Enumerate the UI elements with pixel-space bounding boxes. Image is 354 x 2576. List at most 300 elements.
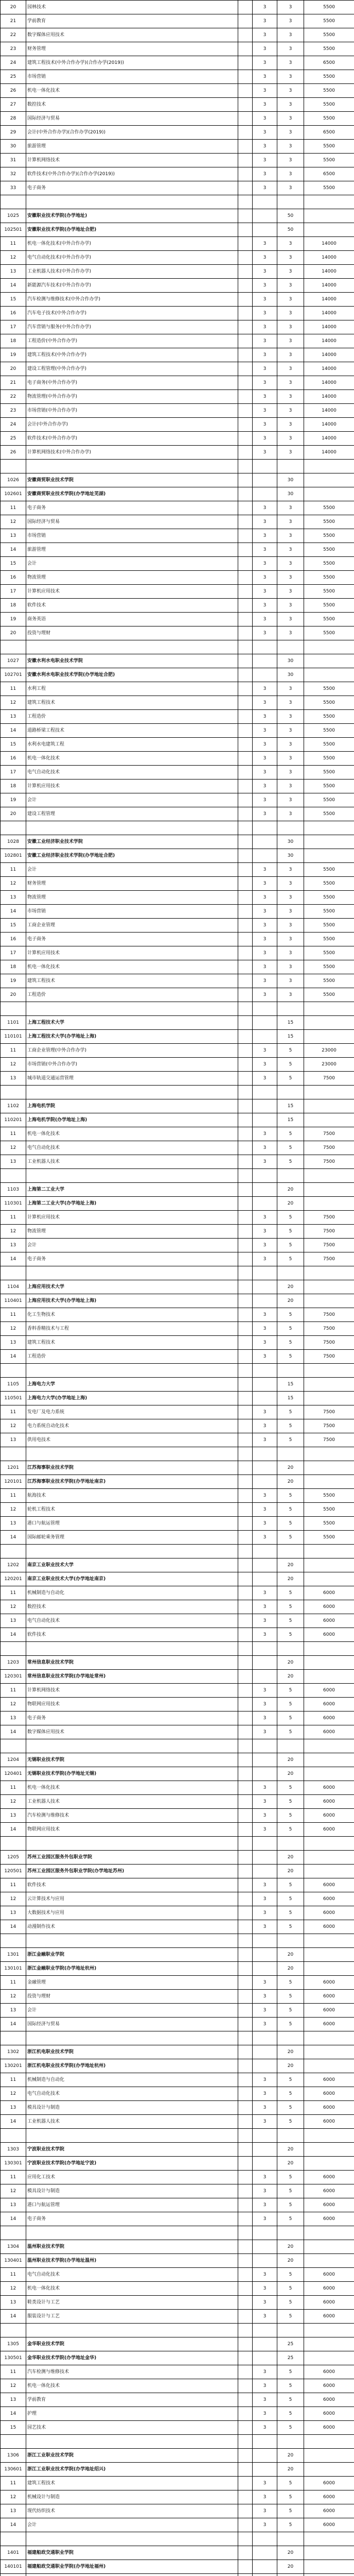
school-heading-row — [1, 1475, 354, 1489]
cell-plan: 20 — [277, 1280, 304, 1294]
table-row — [1, 1990, 354, 2004]
cell-plan: 3 — [277, 779, 304, 793]
cell-plan — [277, 2129, 304, 2143]
table-row — [1, 1642, 354, 1656]
cell-plan: 3 — [277, 626, 304, 640]
cell-years: 3 — [253, 1684, 277, 1698]
cell-plan: 3 — [277, 376, 304, 390]
cell-plan — [277, 1447, 304, 1461]
cell-code — [1, 2532, 26, 2546]
cell-major-name: 机械制造与自动化 — [26, 1586, 238, 1600]
cell-fee: 6000 — [304, 1781, 354, 1795]
cell-major-name: 建筑工程技术(中外合作办学) — [26, 348, 238, 362]
cell-plan: 5 — [277, 1698, 304, 1711]
cell-major-name: 电子商务 — [26, 181, 238, 195]
cell-kind — [238, 98, 253, 112]
cell-kind — [238, 1350, 253, 1364]
table-row — [1, 1892, 354, 1906]
table-row — [1, 946, 354, 960]
cell-fee — [304, 1837, 354, 1851]
cell-code: 120401 — [1, 1767, 26, 1781]
cell-plan: 20 — [277, 1670, 304, 1684]
cell-years: 3 — [253, 56, 277, 70]
cell-fee: 7500 — [304, 1225, 354, 1239]
cell-fee: 5500 — [304, 988, 354, 1002]
cell-major-name: 财务管理 — [26, 42, 238, 56]
cell-major-name: 会计 — [26, 1239, 238, 1252]
cell-years: 3 — [253, 2115, 277, 2129]
cell-kind — [238, 1016, 253, 1030]
cell-code: 13 — [1, 1614, 26, 1628]
cell-code: 1101 — [1, 1016, 26, 1030]
cell-plan — [277, 1169, 304, 1183]
table-row — [1, 1976, 354, 1990]
cell-major-name: 宁波职业技术学院 — [26, 2143, 238, 2157]
cell-code: 12 — [1, 2490, 26, 2504]
cell-plan: 3 — [277, 70, 304, 84]
table-row — [1, 2268, 354, 2282]
cell-kind — [238, 1155, 253, 1169]
cell-fee: 7500 — [304, 1419, 354, 1433]
cell-kind — [238, 1795, 253, 1809]
cell-code: 14 — [1, 279, 26, 293]
cell-code: 14 — [1, 1252, 26, 1266]
cell-major-name: 软件技术(中外合作办学)(合作办学(2019)) — [26, 167, 238, 181]
cell-plan: 30 — [277, 849, 304, 863]
cell-major-name: 安徽商贸职业技术学院(办学地址芜湖) — [26, 487, 238, 501]
cell-major-name: 数控技术 — [26, 1600, 238, 1614]
table-row — [1, 2518, 354, 2532]
table-row — [1, 891, 354, 905]
cell-major-name: 上海电力大学(办学地址上海) — [26, 1392, 238, 1405]
cell-code: 12 — [1, 696, 26, 710]
cell-kind — [238, 696, 253, 710]
cell-major-name — [26, 1002, 238, 1016]
cell-major-name: 建筑工程技术 — [26, 974, 238, 988]
cell-code — [1, 460, 26, 473]
school-heading-row — [1, 1197, 354, 1211]
cell-plan: 5 — [277, 2296, 304, 2310]
cell-code: 18 — [1, 779, 26, 793]
cell-major-name: 物联网应用技术 — [26, 1823, 238, 1837]
cell-code: 1203 — [1, 1656, 26, 1670]
cell-fee: 6000 — [304, 2073, 354, 2087]
cell-major-name: 学前教育 — [26, 14, 238, 28]
cell-major-name: 建设工程管理(中外合作办学) — [26, 362, 238, 376]
cell-code: 13 — [1, 1517, 26, 1531]
cell-major-name: 现代纺织技术 — [26, 2504, 238, 2518]
cell-plan: 5 — [277, 1711, 304, 1725]
cell-plan: 5 — [277, 1906, 304, 1920]
cell-plan: 3 — [277, 974, 304, 988]
cell-plan: 20 — [277, 1183, 304, 1197]
cell-kind — [238, 1086, 253, 1099]
table-row — [1, 529, 354, 543]
cell-fee — [304, 1670, 354, 1684]
table-row — [1, 1517, 354, 1531]
school-heading-row — [1, 1558, 354, 1572]
cell-plan: 5 — [277, 2365, 304, 2379]
cell-years: 3 — [253, 793, 277, 807]
cell-years: 3 — [253, 1711, 277, 1725]
cell-years — [253, 1461, 277, 1475]
cell-fee: 7500 — [304, 1350, 354, 1364]
cell-fee — [304, 1002, 354, 1016]
table-row — [1, 195, 354, 209]
cell-fee — [304, 2045, 354, 2059]
cell-major-name: 新能源汽车技术(中外合作办学) — [26, 279, 238, 293]
cell-kind — [238, 835, 253, 849]
cell-plan: 20 — [277, 2059, 304, 2073]
cell-kind — [238, 1364, 253, 1378]
cell-kind — [238, 1002, 253, 1016]
cell-plan: 3 — [277, 793, 304, 807]
cell-kind — [238, 195, 253, 209]
cell-years — [253, 1865, 277, 1878]
cell-plan: 30 — [277, 487, 304, 501]
cell-major-name: 市场营销 — [26, 905, 238, 919]
cell-fee — [304, 1378, 354, 1392]
cell-major-name: 建筑工程技术 — [26, 2477, 238, 2490]
cell-plan: 3 — [277, 126, 304, 140]
cell-years — [253, 1266, 277, 1280]
cell-kind — [238, 1503, 253, 1517]
cell-fee: 6000 — [304, 1725, 354, 1739]
cell-code: 1302 — [1, 2045, 26, 2059]
cell-kind — [238, 738, 253, 752]
cell-fee — [304, 1099, 354, 1113]
cell-kind — [238, 710, 253, 724]
cell-plan: 3 — [277, 56, 304, 70]
cell-kind — [238, 905, 253, 919]
cell-major-name: 江苏海事职业技术学院(办学地址南京) — [26, 1475, 238, 1489]
cell-plan: 3 — [277, 599, 304, 613]
cell-kind — [238, 1781, 253, 1795]
cell-years: 3 — [253, 2518, 277, 2532]
cell-major-name: 无锡职业技术学院(办学地址无锡) — [26, 1767, 238, 1781]
cell-years: 3 — [253, 2296, 277, 2310]
cell-major-name: 国际邮轮乘务管理 — [26, 1531, 238, 1545]
cell-code: 12 — [1, 1058, 26, 1072]
cell-years: 3 — [253, 599, 277, 613]
cell-kind — [238, 946, 253, 960]
table-row — [1, 348, 354, 362]
cell-kind — [238, 1392, 253, 1405]
cell-plan — [277, 2031, 304, 2045]
cell-plan: 3 — [277, 543, 304, 557]
cell-years: 3 — [253, 557, 277, 571]
cell-plan — [277, 2574, 304, 2576]
cell-kind — [238, 42, 253, 56]
cell-plan: 5 — [277, 1419, 304, 1433]
cell-major-name: 软件技术(中外合作办学) — [26, 432, 238, 446]
school-heading-row — [1, 1851, 354, 1865]
cell-years — [253, 1948, 277, 1962]
cell-fee — [304, 1086, 354, 1099]
cell-years: 3 — [253, 2212, 277, 2226]
cell-fee: 6000 — [304, 2268, 354, 2282]
cell-major-name: 模具设计与制造 — [26, 2184, 238, 2198]
cell-code: 11 — [1, 2477, 26, 2490]
cell-years: 3 — [253, 390, 277, 404]
cell-plan: 25 — [277, 2351, 304, 2365]
cell-plan: 5 — [277, 1044, 304, 1058]
cell-kind — [238, 2560, 253, 2574]
cell-major-name: 会计 — [26, 557, 238, 571]
cell-major-name: 软件技术 — [26, 1878, 238, 1892]
cell-years: 3 — [253, 2393, 277, 2407]
table-row — [1, 1350, 354, 1364]
cell-fee: 7500 — [304, 1405, 354, 1419]
cell-major-name: 旅游管理 — [26, 543, 238, 557]
cell-plan: 3 — [277, 334, 304, 348]
cell-plan: 15 — [277, 1016, 304, 1030]
cell-years: 3 — [253, 1072, 277, 1086]
cell-years — [253, 2351, 277, 2365]
cell-fee — [304, 654, 354, 668]
cell-fee: 6500 — [304, 167, 354, 181]
cell-plan: 3 — [277, 960, 304, 974]
cell-code: 13 — [1, 1433, 26, 1447]
cell-fee: 5500 — [304, 793, 354, 807]
cell-major-name: 计算机应用技术 — [26, 779, 238, 793]
cell-kind — [238, 1558, 253, 1572]
table-row — [1, 1141, 354, 1155]
cell-major-name: 应用化工技术 — [26, 2171, 238, 2184]
cell-fee — [304, 640, 354, 654]
cell-plan: 5 — [277, 2268, 304, 2282]
cell-years: 3 — [253, 446, 277, 460]
cell-plan: 25 — [277, 2337, 304, 2351]
cell-kind — [238, 2198, 253, 2212]
cell-kind — [238, 1517, 253, 1531]
cell-years — [253, 1016, 277, 1030]
cell-major-name: 上海电机学院(办学地址上海) — [26, 1113, 238, 1127]
cell-fee: 6000 — [304, 1920, 354, 1934]
table-row — [1, 418, 354, 432]
cell-years — [253, 1183, 277, 1197]
table-row — [1, 1586, 354, 1600]
table-row — [1, 696, 354, 710]
cell-code: 12 — [1, 1503, 26, 1517]
cell-fee — [304, 1197, 354, 1211]
cell-plan: 20 — [277, 2546, 304, 2560]
cell-fee: 6000 — [304, 2115, 354, 2129]
cell-years — [253, 2546, 277, 2560]
cell-kind — [238, 1461, 253, 1475]
school-heading-row — [1, 1392, 354, 1405]
cell-major-name: 航海技术 — [26, 1489, 238, 1503]
cell-plan: 5 — [277, 2101, 304, 2115]
school-heading-row — [1, 1865, 354, 1878]
cell-fee — [304, 1113, 354, 1127]
cell-code — [1, 195, 26, 209]
cell-fee: 5500 — [304, 28, 354, 42]
cell-fee: 14000 — [304, 334, 354, 348]
cell-years: 3 — [253, 1809, 277, 1823]
cell-code: 16 — [1, 307, 26, 320]
table-row — [1, 919, 354, 933]
cell-years: 3 — [253, 265, 277, 279]
cell-major-name: 计算机应用技术 — [26, 585, 238, 599]
cell-code — [1, 1642, 26, 1656]
cell-code: 140101 — [1, 2560, 26, 2574]
cell-code: 19 — [1, 974, 26, 988]
cell-fee: 6000 — [304, 1809, 354, 1823]
cell-kind — [238, 167, 253, 181]
cell-plan: 3 — [277, 362, 304, 376]
cell-plan: 20 — [277, 2045, 304, 2059]
cell-plan: 5 — [277, 1725, 304, 1739]
cell-major-name: 金华职业技术学院 — [26, 2337, 238, 2351]
cell-code — [1, 1837, 26, 1851]
cell-major-name: 电气自动化技术 — [26, 1141, 238, 1155]
cell-years: 3 — [253, 154, 277, 167]
cell-kind — [238, 1447, 253, 1461]
cell-years: 3 — [253, 1, 277, 14]
cell-code: 11 — [1, 682, 26, 696]
cell-kind — [238, 348, 253, 362]
cell-code: 12 — [1, 1698, 26, 1711]
cell-fee: 5500 — [304, 724, 354, 738]
cell-major-name — [26, 1837, 238, 1851]
cell-years — [253, 2143, 277, 2157]
cell-kind — [238, 2101, 253, 2115]
table-row — [1, 293, 354, 307]
table-row — [1, 543, 354, 557]
cell-years: 3 — [253, 376, 277, 390]
cell-plan: 3 — [277, 529, 304, 543]
cell-plan: 3 — [277, 724, 304, 738]
school-heading-row — [1, 1280, 354, 1294]
cell-code: 13 — [1, 2004, 26, 2018]
cell-plan: 3 — [277, 585, 304, 599]
cell-major-name: 动漫制作技术 — [26, 1920, 238, 1934]
cell-plan: 5 — [277, 2490, 304, 2504]
cell-major-name: 市场营销(中外合作办学) — [26, 1058, 238, 1072]
cell-plan: 3 — [277, 696, 304, 710]
cell-fee: 6000 — [304, 1711, 354, 1725]
cell-fee — [304, 1962, 354, 1976]
cell-major-name: 投资与理财 — [26, 626, 238, 640]
cell-plan — [277, 1545, 304, 1558]
cell-code: 1304 — [1, 2240, 26, 2254]
cell-major-name: 机电一体化技术(中外合作办学) — [26, 237, 238, 251]
cell-years — [253, 460, 277, 473]
cell-plan: 5 — [277, 1614, 304, 1628]
cell-fee: 6000 — [304, 2004, 354, 2018]
table-row — [1, 237, 354, 251]
cell-years — [253, 1656, 277, 1670]
cell-code: 11 — [1, 2365, 26, 2379]
cell-kind — [238, 1878, 253, 1892]
cell-fee: 5500 — [304, 1, 354, 14]
cell-kind — [238, 1545, 253, 1558]
cell-major-name: 电气自动化技术(中外合作办学) — [26, 251, 238, 265]
cell-code: 130301 — [1, 2157, 26, 2171]
cell-code: 1205 — [1, 1851, 26, 1865]
table-row — [1, 265, 354, 279]
table-row — [1, 1531, 354, 1545]
school-heading-row — [1, 2463, 354, 2477]
table-row — [1, 2407, 354, 2421]
cell-fee: 5500 — [304, 557, 354, 571]
cell-fee — [304, 195, 354, 209]
cell-fee: 7500 — [304, 1211, 354, 1225]
cell-major-name: 会计 — [26, 2518, 238, 2532]
cell-plan: 3 — [277, 933, 304, 946]
cell-code: 20 — [1, 807, 26, 821]
cell-years — [253, 2240, 277, 2254]
cell-fee: 7500 — [304, 1155, 354, 1169]
cell-fee: 6000 — [304, 2477, 354, 2490]
cell-code: 12 — [1, 2379, 26, 2393]
cell-major-name: 轮机工程技术 — [26, 1503, 238, 1517]
cell-plan: 30 — [277, 668, 304, 682]
cell-plan: 3 — [277, 42, 304, 56]
cell-years: 3 — [253, 1405, 277, 1419]
school-heading-row — [1, 835, 354, 849]
cell-code: 29 — [1, 126, 26, 140]
cell-code: 22 — [1, 28, 26, 42]
table-row — [1, 2574, 354, 2576]
cell-plan: 5 — [277, 1892, 304, 1906]
cell-major-name: 港口与航运管理 — [26, 2198, 238, 2212]
cell-fee — [304, 1183, 354, 1197]
table-row — [1, 1878, 354, 1892]
cell-plan: 3 — [277, 863, 304, 877]
cell-kind — [238, 1684, 253, 1698]
table-row — [1, 988, 354, 1002]
cell-kind — [238, 56, 253, 70]
cell-kind — [238, 1698, 253, 1711]
cell-years: 3 — [253, 279, 277, 293]
cell-code — [1, 1934, 26, 1948]
cell-years — [253, 1002, 277, 1016]
cell-plan: 3 — [277, 919, 304, 933]
table-row — [1, 724, 354, 738]
cell-fee: 5500 — [304, 1517, 354, 1531]
school-heading-row — [1, 849, 354, 863]
cell-years — [253, 1392, 277, 1405]
table-row — [1, 279, 354, 293]
cell-code: 14 — [1, 905, 26, 919]
cell-major-name: 工业机器人技术 — [26, 2115, 238, 2129]
cell-major-name: 上海工程技术大学 — [26, 1016, 238, 1030]
cell-plan: 5 — [277, 1489, 304, 1503]
cell-fee: 6000 — [304, 1878, 354, 1892]
cell-kind — [238, 2324, 253, 2337]
cell-major-name: 电子商务(中外合作办学) — [26, 376, 238, 390]
cell-major-name: 水利水电建筑工程 — [26, 738, 238, 752]
cell-years: 3 — [253, 320, 277, 334]
cell-plan: 20 — [277, 1962, 304, 1976]
cell-years: 3 — [253, 696, 277, 710]
cell-code: 15 — [1, 919, 26, 933]
cell-code: 102601 — [1, 487, 26, 501]
cell-plan: 5 — [277, 1308, 304, 1322]
cell-major-name: 国际经济与贸易 — [26, 515, 238, 529]
cell-code: 25 — [1, 70, 26, 84]
cell-plan: 3 — [277, 418, 304, 432]
cell-code: 18 — [1, 960, 26, 974]
cell-years: 3 — [253, 140, 277, 154]
cell-code: 14 — [1, 1350, 26, 1364]
cell-code: 130201 — [1, 2059, 26, 2073]
cell-years — [253, 1545, 277, 1558]
cell-fee: 6000 — [304, 2407, 354, 2421]
cell-kind — [238, 2129, 253, 2143]
